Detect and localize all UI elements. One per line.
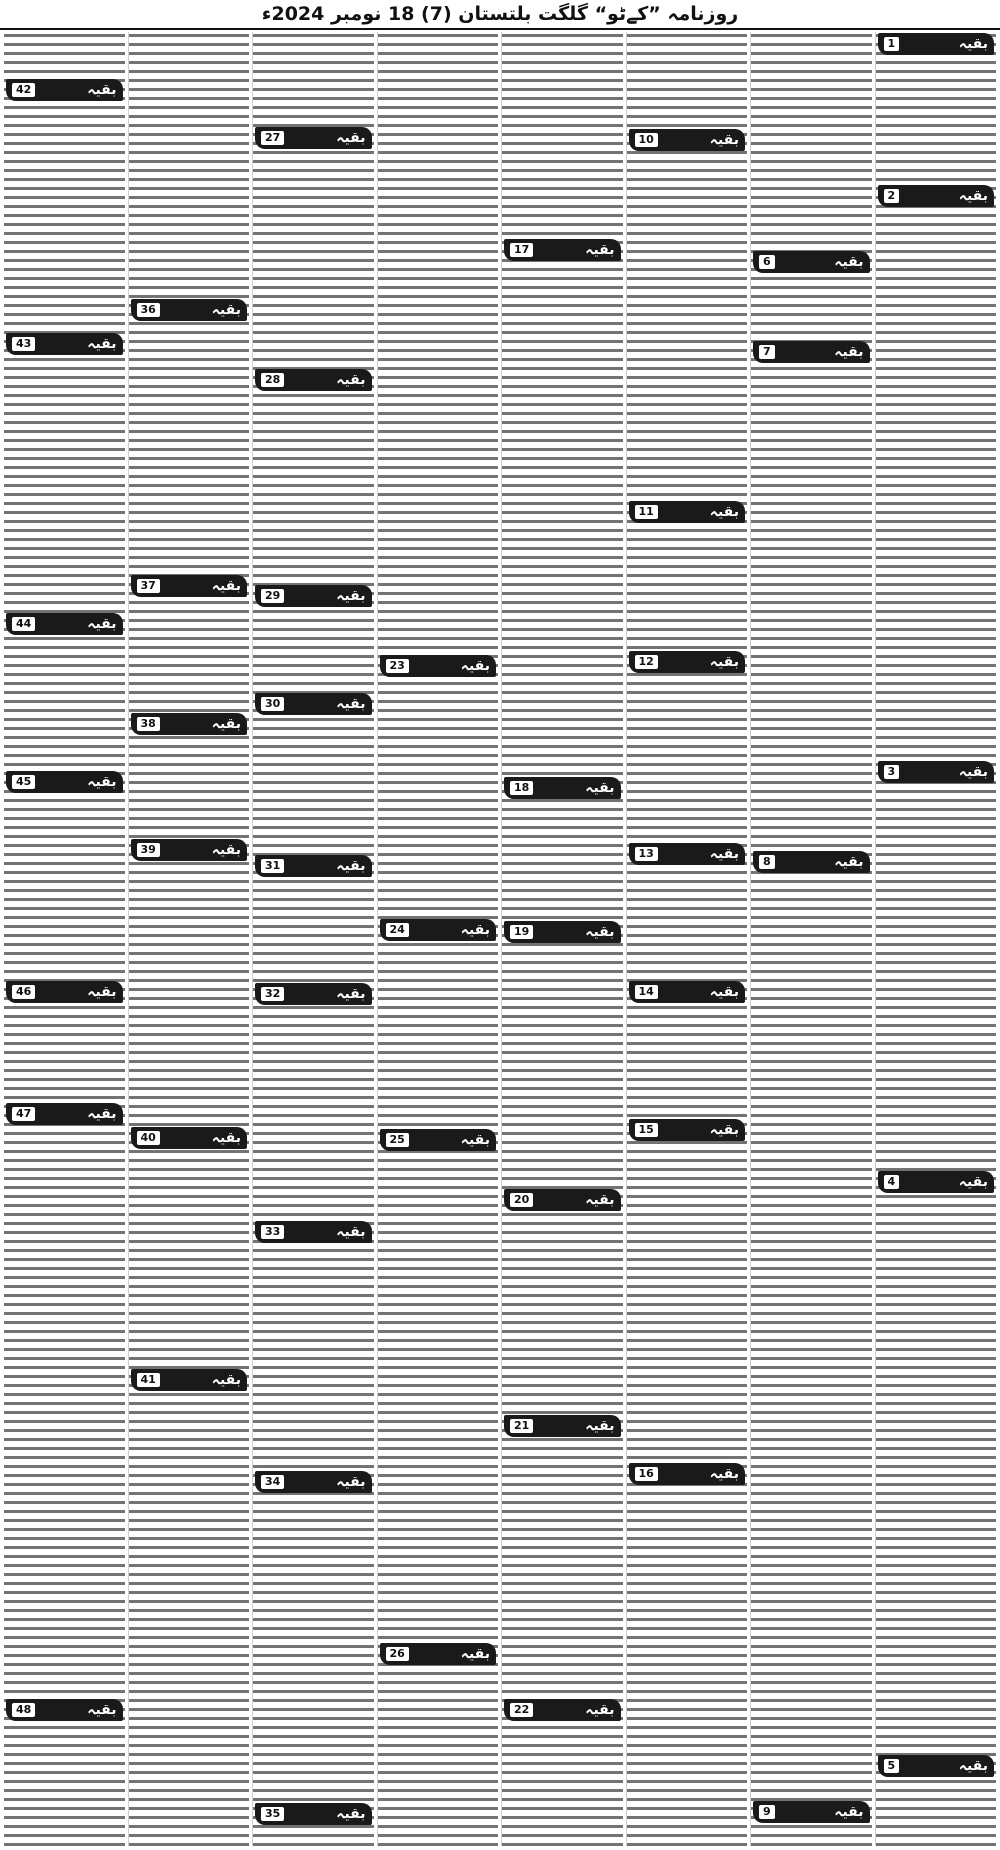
continuation-banner [504,920,621,944]
banner-word: بقیہ [585,1192,615,1208]
banner-word: بقیہ [87,1702,117,1718]
continuation-banner [255,1220,372,1244]
banner-number: 16 [635,1467,658,1481]
banner-number: 34 [261,1475,284,1489]
banner-word: بقیہ [958,1174,988,1190]
continuation-banner [6,980,123,1004]
banner-number: 27 [261,131,284,145]
banner-word: بقیہ [709,1122,739,1138]
column-4 [501,32,623,1846]
continuation-banner [255,126,372,150]
banner-number: 23 [386,659,409,673]
banner-number: 8 [759,855,775,869]
banner-word: بقیہ [87,984,117,1000]
banner-word: بقیہ [834,344,864,360]
banner-word: بقیہ [585,924,615,940]
banner-word: بقیہ [211,578,241,594]
banner-word: بقیہ [211,716,241,732]
continuation-banner [255,1470,372,1494]
continuation-banner [878,760,995,784]
banner-word: بقیہ [336,858,366,874]
banner-number: 41 [137,1373,160,1387]
banner-word: بقیہ [460,1646,490,1662]
column-6 [252,32,374,1846]
banner-word: بقیہ [709,654,739,670]
continuation-banner [504,1414,621,1438]
banner-number: 28 [261,373,284,387]
continuation-banner [629,1118,746,1142]
banner-number: 38 [137,717,160,731]
banner-number: 18 [510,781,533,795]
continuation-banner [753,340,870,364]
banner-number: 6 [759,255,775,269]
banner-number: 44 [12,617,35,631]
continuation-banner [629,500,746,524]
banner-word: بقیہ [336,130,366,146]
banner-number: 14 [635,985,658,999]
banner-word: بقیہ [211,1372,241,1388]
continuation-banner [380,1642,497,1666]
banner-number: 22 [510,1703,533,1717]
continuation-banner [504,238,621,262]
continuation-banner [629,1462,746,1486]
continuation-banner [380,1128,497,1152]
banner-number: 21 [510,1419,533,1433]
banner-number: 5 [884,1759,900,1773]
banner-word: بقیہ [336,588,366,604]
banner-word: بقیہ [336,1224,366,1240]
banner-number: 20 [510,1193,533,1207]
continuation-banner [131,1368,248,1392]
continuation-banner [753,850,870,874]
banner-word: بقیہ [958,188,988,204]
banner-number: 19 [510,925,533,939]
banner-number: 11 [635,505,658,519]
continuation-banner [629,650,746,674]
banner-word: بقیہ [87,616,117,632]
continuation-banner [255,368,372,392]
banner-word: بقیہ [336,1806,366,1822]
banner-number: 15 [635,1123,658,1137]
continuation-banner [504,1698,621,1722]
banner-word: بقیہ [709,132,739,148]
banner-number: 3 [884,765,900,779]
continuation-banner [753,1800,870,1824]
masthead-title: روزنامہ ”کےٹو“ گلگت بلتستان (7) 18 نومبر 2024ء [0,0,1000,30]
banner-word: بقیہ [336,696,366,712]
banner-number: 13 [635,847,658,861]
banner-number: 2 [884,189,900,203]
banner-word: بقیہ [585,1702,615,1718]
banner-number: 48 [12,1703,35,1717]
continuation-banner [6,78,123,102]
continuation-banner [6,1102,123,1126]
column-1 [875,32,997,1846]
banner-word: بقیہ [87,1106,117,1122]
column-5 [377,32,499,1846]
banner-number: 7 [759,345,775,359]
banner-number: 30 [261,697,284,711]
banner-word: بقیہ [834,254,864,270]
banner-number: 25 [386,1133,409,1147]
column-8 [4,32,125,1846]
continuation-banner [6,612,123,636]
continuation-banner [629,842,746,866]
continuation-banner [131,712,248,736]
continuation-banner [6,332,123,356]
banner-word: بقیہ [336,986,366,1002]
banner-word: بقیہ [834,854,864,870]
newspaper-page [4,32,996,1846]
continuation-banner [380,654,497,678]
continuation-banner [629,980,746,1004]
continuation-banner [878,1754,995,1778]
banner-word: بقیہ [87,82,117,98]
continuation-banner [255,1802,372,1826]
continuation-banner [131,574,248,598]
continuation-banner [878,32,995,56]
banner-word: بقیہ [585,242,615,258]
column-2 [750,32,872,1846]
banner-word: بقیہ [87,774,117,790]
banner-word: بقیہ [709,984,739,1000]
continuation-banner [878,1170,995,1194]
banner-number: 46 [12,985,35,999]
continuation-banner [504,776,621,800]
banner-number: 45 [12,775,35,789]
continuation-banner [504,1188,621,1212]
banner-word: بقیہ [336,372,366,388]
banner-word: بقیہ [958,36,988,52]
banner-word: بقیہ [336,1474,366,1490]
banner-word: بقیہ [211,1130,241,1146]
column-3 [626,32,748,1846]
continuation-banner [255,692,372,716]
continuation-banner [753,250,870,274]
banner-number: 43 [12,337,35,351]
banner-word: بقیہ [709,504,739,520]
banner-number: 37 [137,579,160,593]
banner-word: بقیہ [834,1804,864,1820]
banner-word: بقیہ [585,1418,615,1434]
banner-number: 35 [261,1807,284,1821]
continuation-banner [878,184,995,208]
banner-word: بقیہ [87,336,117,352]
continuation-banner [380,918,497,942]
banner-number: 47 [12,1107,35,1121]
continuation-banner [131,838,248,862]
banner-number: 29 [261,589,284,603]
continuation-banner [629,128,746,152]
banner-number: 42 [12,83,35,97]
banner-word: بقیہ [958,1758,988,1774]
banner-word: بقیہ [211,302,241,318]
banner-word: بقیہ [958,764,988,780]
banner-word: بقیہ [460,922,490,938]
banner-number: 17 [510,243,533,257]
banner-word: بقیہ [709,846,739,862]
banner-word: بقیہ [460,1132,490,1148]
banner-number: 36 [137,303,160,317]
banner-number: 24 [386,923,409,937]
banner-number: 26 [386,1647,409,1661]
column-7 [128,32,250,1846]
continuation-banner [131,298,248,322]
banner-number: 4 [884,1175,900,1189]
continuation-banner [255,854,372,878]
banner-number: 40 [137,1131,160,1145]
banner-number: 32 [261,987,284,1001]
banner-number: 39 [137,843,160,857]
banner-word: بقیہ [585,780,615,796]
banner-word: بقیہ [460,658,490,674]
continuation-banner [6,770,123,794]
continuation-banner [131,1126,248,1150]
banner-word: بقیہ [211,842,241,858]
banner-number: 10 [635,133,658,147]
banner-word: بقیہ [709,1466,739,1482]
continuation-banner [255,982,372,1006]
continuation-banner [255,584,372,608]
banner-number: 1 [884,37,900,51]
continuation-banner [6,1698,123,1722]
banner-number: 33 [261,1225,284,1239]
banner-number: 31 [261,859,284,873]
banner-number: 12 [635,655,658,669]
banner-number: 9 [759,1805,775,1819]
